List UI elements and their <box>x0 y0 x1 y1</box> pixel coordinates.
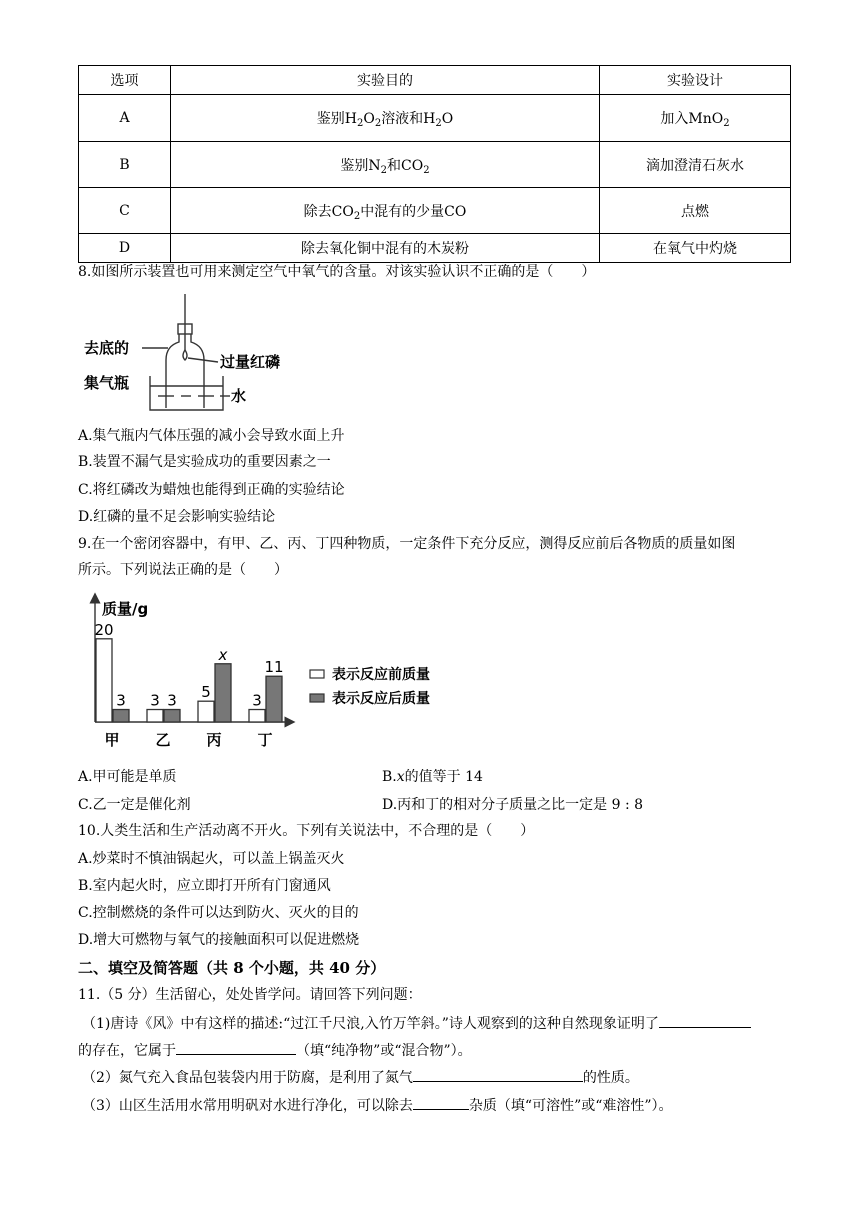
subscript: 2 <box>380 164 388 176</box>
bar-甲-before <box>96 639 112 722</box>
q11-part2 <box>82 1067 639 1088</box>
table-row <box>79 142 791 188</box>
bar-甲-after <box>113 710 129 722</box>
text-part: 溶液和H <box>381 111 436 127</box>
q8-option-b: B.装置不漏气是实验成功的重要因素之一 <box>78 454 331 470</box>
table-row <box>79 188 791 234</box>
bar-乙-after <box>164 710 180 722</box>
q9-option-c: C.乙一定是催化剂 <box>78 797 191 813</box>
bar-丙-after <box>215 664 231 722</box>
bar-value-label: 3 <box>167 691 177 710</box>
subscript: 2 <box>356 118 364 129</box>
option-text: 的值等于 14 <box>404 769 483 785</box>
text-part: 加入MnO <box>660 111 724 127</box>
q11-part1-text: （1)唐诗《风》中有这样的描述:“过江千尺浪,入竹万竿斜。”诗人观察到的这种自然现象证明了 <box>82 1016 659 1032</box>
row-option: A <box>79 95 171 142</box>
q10-stem: 10.人类生活和生产活动离不开火。下列有关说法中，不合理的是（ ） <box>78 823 535 839</box>
text-part: 鉴别N <box>340 157 381 174</box>
q8-stem: 8.如图所示装置也可用来测定空气中氧气的含量。对该实验认识不正确的是（ ） <box>78 264 596 280</box>
bar-value-label: 20 <box>94 620 114 639</box>
row-purpose <box>171 142 600 188</box>
legend-label: 表示反应后质量 <box>332 691 430 707</box>
bar-value-label: 3 <box>252 691 262 710</box>
mass-bar-chart <box>78 592 478 752</box>
q9-option-a: A.甲可能是单质 <box>78 769 177 785</box>
q11-part1-text: 的存在，它属于 <box>78 1043 176 1059</box>
y-axis-label: 质量/g <box>102 600 149 618</box>
experiment-table <box>78 65 791 263</box>
row-design: 滴加澄清石灰水 <box>600 142 791 188</box>
bar-value-label: 5 <box>201 683 211 702</box>
variable-x: x <box>396 769 405 785</box>
q11-part3-text: （3）山区生活用水常用明矾对水进行净化，可以除去 <box>82 1098 413 1114</box>
label-bottle-line2: 集气瓶 <box>84 374 130 392</box>
q8-option-a: A.集气瓶内气体压强的减小会导致水面上升 <box>78 428 345 444</box>
bar-value-label: 11 <box>264 658 284 677</box>
bar-乙-before <box>147 710 163 722</box>
q11-part2-text: 的性质。 <box>582 1070 639 1086</box>
answer-blank[interactable] <box>413 1067 583 1082</box>
q10-option-d: D.增大可燃物与氧气的接触面积可以促进燃烧 <box>78 932 360 948</box>
option-prefix: B. <box>382 769 397 785</box>
text-part: 和CO <box>387 157 424 174</box>
subscript: 2 <box>423 164 430 176</box>
q10-option-a: A.炒菜时不慎油锅起火，可以盖上锅盖灭火 <box>78 851 345 867</box>
row-purpose <box>171 95 600 142</box>
q11-part3 <box>82 1095 673 1116</box>
table-header-option: 选项 <box>79 66 171 95</box>
category-label: 乙 <box>155 731 171 749</box>
answer-blank[interactable] <box>176 1040 296 1055</box>
row-design: 点燃 <box>600 188 791 234</box>
q9-option-b <box>382 767 483 787</box>
q11-stem: 11.（5 分）生活留心，处处皆学问。请回答下列问题： <box>78 987 422 1003</box>
row-design: 在氧气中灼烧 <box>600 234 791 263</box>
legend-swatch <box>310 694 324 702</box>
bar-value-label: 3 <box>116 691 126 710</box>
subscript: 2 <box>374 118 382 129</box>
row-purpose: 除去氧化铜中混有的木炭粉 <box>171 234 600 263</box>
row-option: D <box>79 234 171 263</box>
subscript: 2 <box>723 118 730 129</box>
legend-label: 表示反应前质量 <box>332 667 430 683</box>
text-part: 除去CO <box>303 203 354 220</box>
answer-blank[interactable] <box>659 1013 751 1028</box>
bar-丁-before <box>249 710 265 722</box>
legend-swatch <box>310 670 324 678</box>
section2-title: 二、填空及简答题（共 8 个小题，共 40 分） <box>78 959 386 977</box>
q11-part2-text: （2）氮气充入食品包装袋内用于防腐，是利用了氮气 <box>82 1070 413 1086</box>
label-water: 水 <box>231 387 247 405</box>
subscript: 2 <box>435 118 442 129</box>
category-label: 丁 <box>257 731 273 749</box>
q11-part3-text: 杂质（填“可溶性”或“难溶性”）。 <box>468 1098 673 1114</box>
category-label: 甲 <box>104 731 120 749</box>
q9-option-d: D.丙和丁的相对分子质量之比一定是 9 : 8 <box>382 797 644 813</box>
q9-stem-line1: 9.在一个密闭容器中，有甲、乙、丙、丁四种物质，一定条件下充分反应，测得反应前后各物质的质量如图 <box>78 536 736 552</box>
q8-option-d: D.红磷的量不足会影响实验结论 <box>78 509 276 525</box>
row-option: B <box>79 142 171 188</box>
q8-apparatus-figure <box>78 290 318 415</box>
row-option: C <box>79 188 171 234</box>
bar-丁-after <box>266 676 282 722</box>
q9-stem-line2: 所示。下列说法正确的是（ ） <box>78 562 288 578</box>
table-row <box>79 234 791 263</box>
text-part: 鉴别H <box>316 111 357 127</box>
bar-丙-before <box>198 701 214 722</box>
label-bottle-line1: 去底的 <box>84 339 130 357</box>
q10-option-b: B.室内起火时，应立即打开所有门窗通风 <box>78 878 331 894</box>
text-part: O <box>441 111 454 127</box>
table-row <box>79 95 791 142</box>
q11-part1-line1 <box>82 1013 751 1034</box>
bar-value-label: 3 <box>150 691 160 710</box>
row-design <box>600 95 791 142</box>
table-header-design: 实验设计 <box>600 66 791 95</box>
label-red-phosphorus: 过量红磷 <box>220 353 281 371</box>
q10-option-c: C.控制燃烧的条件可以达到防火、灭火的目的 <box>78 905 359 921</box>
bar-value-label: x <box>218 645 228 664</box>
text-part: O <box>363 111 375 127</box>
answer-blank[interactable] <box>413 1095 469 1110</box>
category-label: 丙 <box>206 731 222 749</box>
q11-part1-line2 <box>78 1040 472 1061</box>
row-purpose <box>171 188 600 234</box>
table-header-purpose: 实验目的 <box>171 66 600 95</box>
text-part: 中混有的少量CO <box>360 203 467 220</box>
subscript: 2 <box>353 210 361 222</box>
q8-option-c: C.将红磷改为蜡烛也能得到正确的实验结论 <box>78 482 345 498</box>
table-header-row <box>79 66 791 95</box>
q11-part1-text: （填“纯净物”或“混合物”）。 <box>296 1043 472 1059</box>
